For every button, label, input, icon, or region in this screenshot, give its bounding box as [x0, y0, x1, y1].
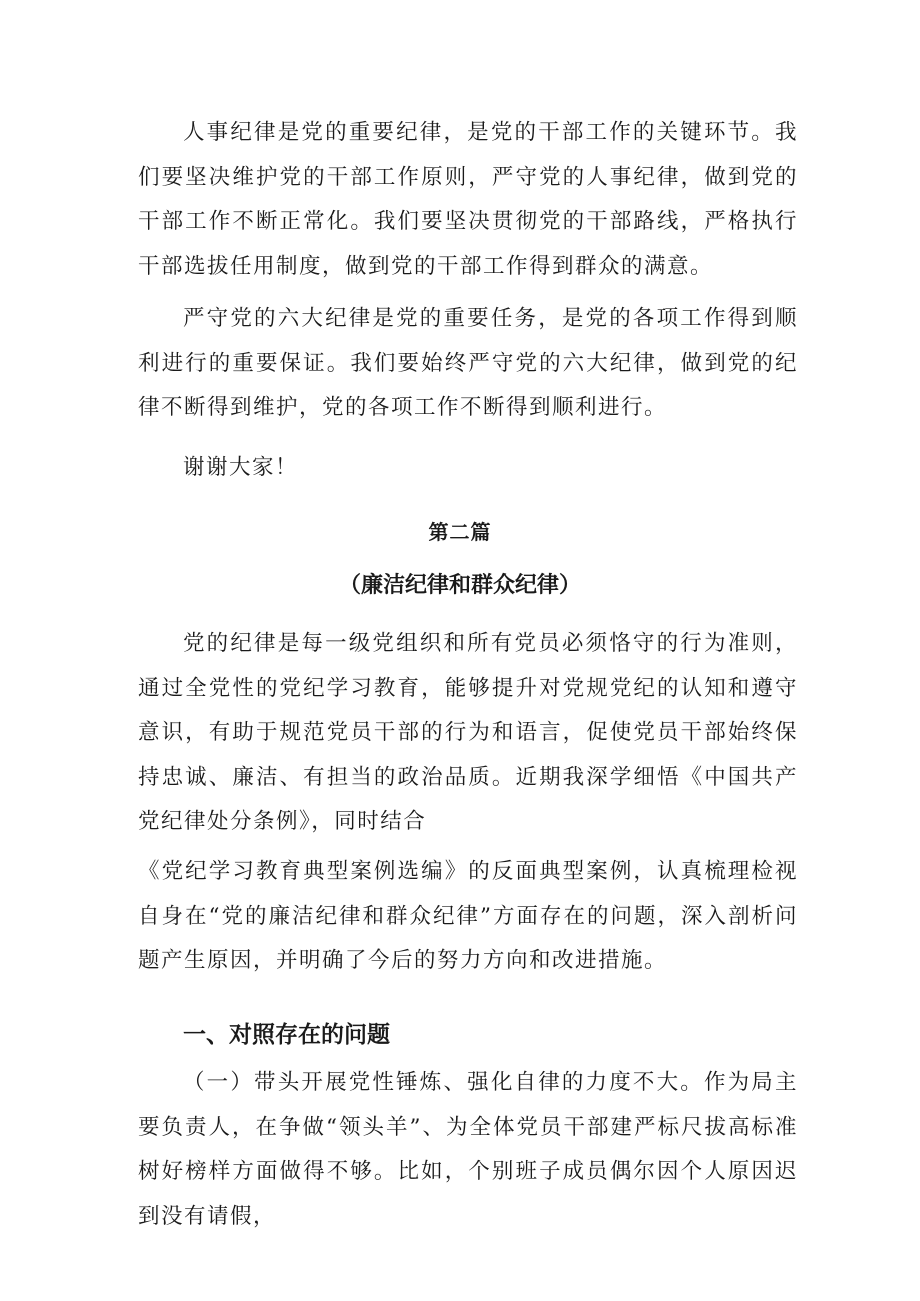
paragraph-personnel-discipline: 人事纪律是党的重要纪律，是党的干部工作的关键环节。我们要坚决维护党的干部工作原则，严守党的人事纪律，做到党的干部工作不断正常化。我们要坚决贯彻党的干部路线，严格执行干部选拔任用制度，做到党的干部工作得到群众的满意。 — [138, 120, 798, 279]
paragraph-thanks: 谢谢大家！ — [183, 455, 299, 480]
paragraph-problem-one: （一）带头开展党性锤炼、强化自律的力度不大。作为局主要负责人，在争做“领头羊”、为全体党员干部建严标尺拔高标准树好榜样方面做得不够。比如，个别班子成员偶尔因个人原因迟到没有请假， — [138, 1070, 798, 1229]
paragraph-party-discipline-intro: 党的纪律是每一级党组织和所有党员必须恪守的行为准则，通过全党性的党纪学习教育，能够提升对党规党纪的认知和遵守意识，有助于规范党员干部的行为和语言，促使党员干部始终保持忠诚、廉洁、有担当的政治品质。近期我深学细悟《中国共产党纪律处分条例》，同时结合 — [138, 631, 798, 834]
paragraph-six-disciplines: 严守党的六大纪律是党的重要任务，是党的各项工作得到顺利进行的重要保证。我们要始终严守党的六大纪律，做到党的纪律不断得到维护，党的各项工作不断得到顺利进行。 — [138, 306, 798, 420]
chapter-subtitle: （廉洁纪律和群众纪律） — [338, 573, 581, 598]
paragraph-case-review: 《党纪学习教育典型案例选编》的反面典型案例，认真梳理检视自身在“党的廉洁纪律和群众纪律”方面存在的问题，深入剖析问题产生原因，并明确了今后的努力方向和改进措施。 — [138, 859, 798, 973]
section-heading-problems: 一、对照存在的问题 — [183, 1022, 390, 1048]
chapter-title: 第二篇 — [428, 520, 492, 544]
